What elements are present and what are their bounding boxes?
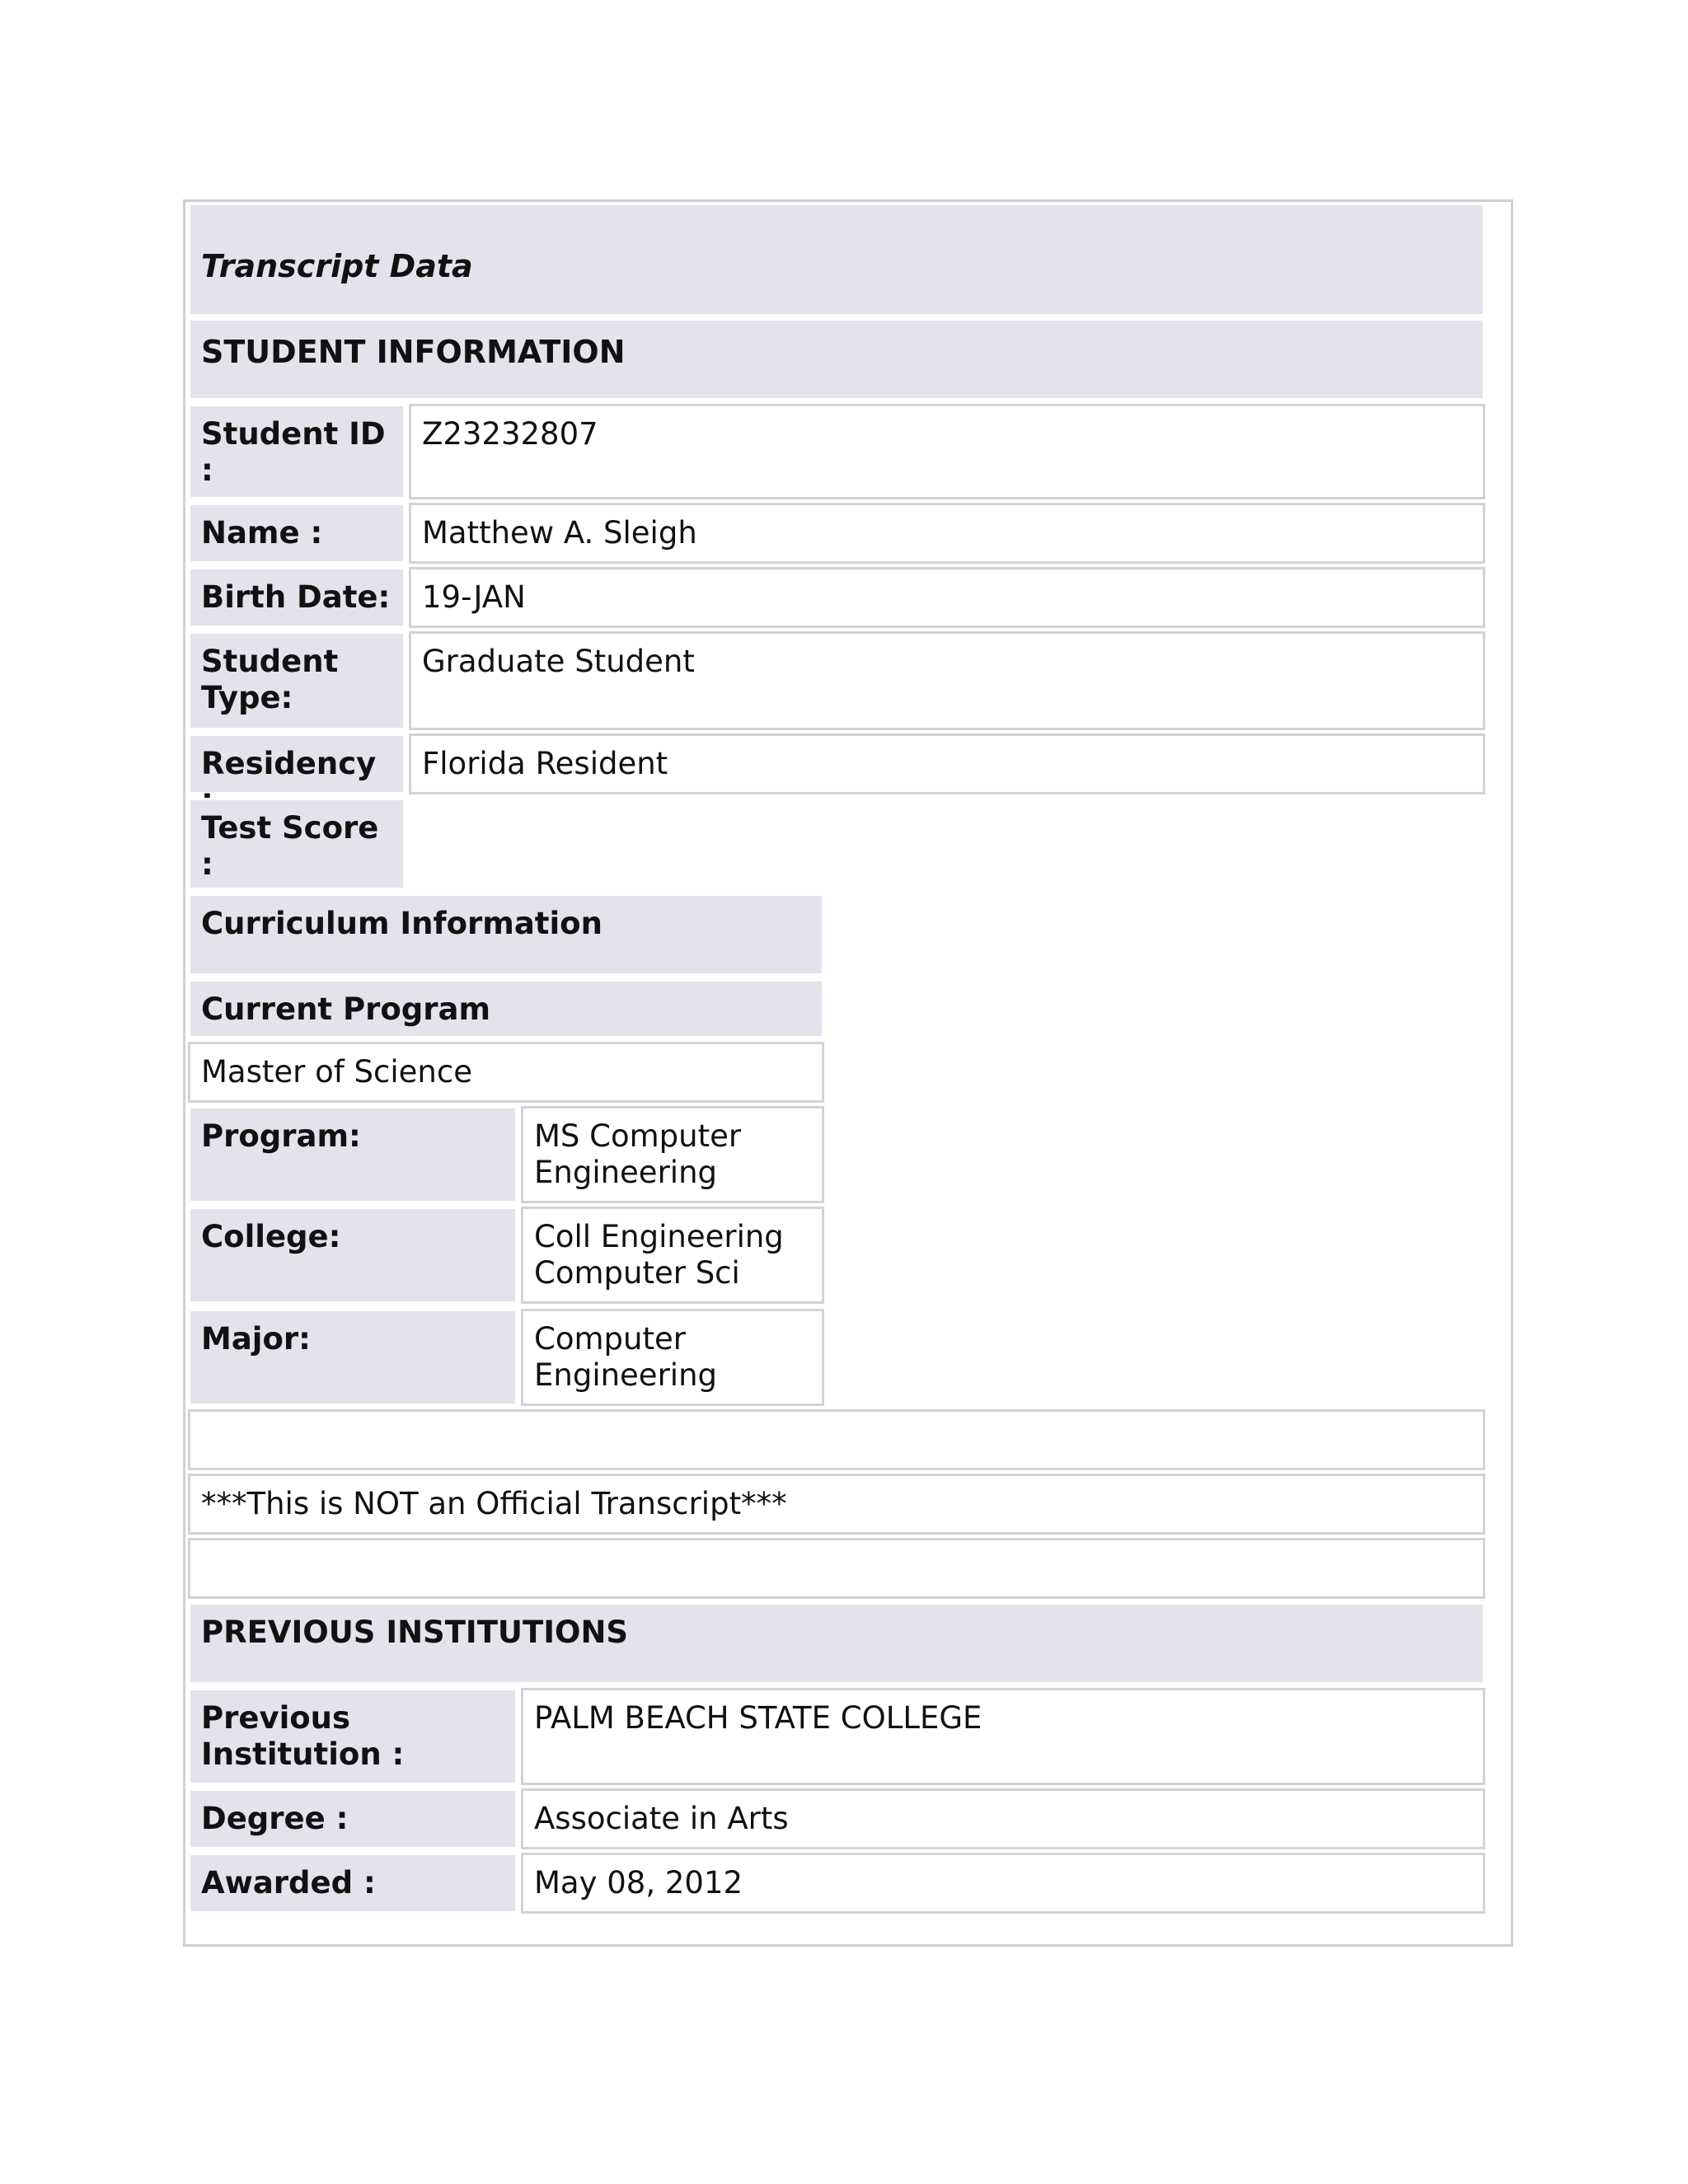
unofficial-notice: ***This is NOT an Official Transcript*** [188, 1474, 1485, 1535]
curriculum-information-heading: Curriculum Information [188, 893, 824, 976]
major-label: Major: [188, 1309, 518, 1406]
name-label: Name : [188, 503, 406, 564]
awarded-value: May 08, 2012 [521, 1853, 1485, 1914]
degree-label: Degree : [188, 1788, 518, 1849]
residency-label: Residency [188, 733, 406, 794]
previous-institutions-heading: PREVIOUS INSTITUTIONS [188, 1602, 1485, 1685]
college-value: Coll Engineering Computer Sci [521, 1207, 824, 1304]
program-value: MS Computer Engineering [521, 1106, 824, 1203]
blank-row [188, 1538, 1485, 1599]
previous-institution-value: PALM BEACH STATE COLLEGE [521, 1688, 1485, 1785]
student-id-value: Z23232807 [409, 404, 1485, 499]
student-id-label: Student ID : [188, 404, 406, 499]
awarded-label: Awarded : [188, 1853, 518, 1914]
page-title: Transcript Data [188, 203, 1485, 316]
blank-row [188, 1409, 1485, 1470]
program-label: Program: [188, 1106, 518, 1203]
previous-institution-label: Previous Institution : [188, 1688, 518, 1785]
student-type-value: Graduate Student [409, 631, 1485, 730]
test-score-label: Test Score : [188, 798, 406, 890]
major-value: Computer Engineering [521, 1309, 824, 1406]
degree-value: Associate in Arts [521, 1788, 1485, 1849]
college-label: College: [188, 1207, 518, 1304]
student-information-heading: STUDENT INFORMATION [188, 318, 1485, 401]
birth-date-label: Birth Date: [188, 567, 406, 628]
birth-date-value: 19-JAN [409, 567, 1485, 628]
name-value: Matthew A. Sleigh [409, 503, 1485, 564]
student-type-label: Student Type: [188, 631, 406, 730]
current-program-label: Current Program [188, 979, 824, 1038]
current-program-value: Master of Science [188, 1042, 824, 1103]
residency-value: Florida Resident [409, 733, 1485, 794]
